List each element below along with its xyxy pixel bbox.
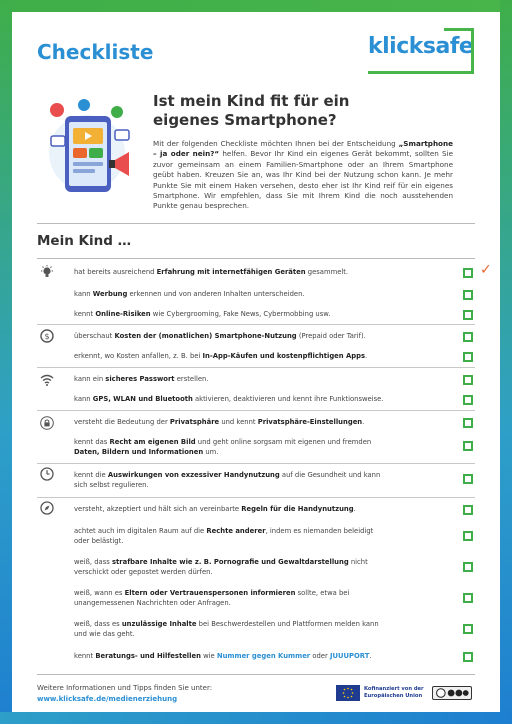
divider: [37, 223, 475, 224]
checklist-item: achtet auch im digitalen Raum auf die Rechte anderer, indem es niemanden beleidigt oder belästigt.: [74, 527, 374, 545]
checklist-item: kann Werbung erkennen und von anderen Inhalten unterscheiden.: [74, 290, 305, 298]
wifi-icon: [40, 373, 54, 387]
checklist-item: überschaut Kosten der (monatlichen) Smartphone-Nutzung (Prepaid oder Tarif).: [74, 332, 366, 340]
intro-bold: „Smartphone – ja oder nein?“: [153, 139, 453, 159]
smartphone-illustration: [37, 98, 137, 198]
checkbox[interactable]: [463, 593, 473, 603]
checklist-item: kennt Online-Risiken wie Cybergrooming, Fake News, Cybermobbing usw.: [74, 310, 331, 318]
checklist-item: erkennt, wo Kosten anfallen, z. B. bei In-App-Käufen und kostenpflichtigen Apps.: [74, 352, 368, 360]
klicksafe-logo[interactable]: [368, 30, 474, 74]
left-border: [0, 0, 12, 724]
checklist-item: kennt das Recht am eigenen Bild und geht online sorgsam mit eigenen und fremden Daten, Bildern und Informationen um.: [74, 438, 372, 456]
checklist-item: weiß, wann es Eltern oder Vertrauenspersonen informieren sollte, etwa bei unangemessenen Nachrichten oder Anfragen.: [74, 589, 350, 607]
checklist-item: weiß, dass es unzulässige Inhalte bei Beschwerdestellen und Plattformen melden kann und wie das geht.: [74, 620, 379, 638]
group-separator: [37, 367, 475, 368]
checklist-item: weiß, dass strafbare Inhalte wie z. B. Pornografie und Gewaltdarstellung nicht verschickt oder gepostet werden dürfen.: [74, 558, 368, 576]
divider: [37, 674, 475, 675]
compass-icon: [40, 501, 54, 515]
creative-commons-icon: [432, 686, 472, 700]
checklist-item: versteht, akzeptiert und hält sich an vereinbarte Regeln für die Handynutzung.: [74, 505, 356, 513]
checkbox[interactable]: [463, 332, 473, 342]
juuuport-link[interactable]: JUUUPORT: [329, 652, 370, 660]
top-border: [0, 0, 512, 12]
checkbox[interactable]: [463, 375, 473, 385]
footer-info: Weitere Informationen und Tipps finden Sie unter:: [37, 684, 213, 692]
group-separator: [37, 410, 475, 411]
svg-text:$: $: [44, 332, 50, 341]
checklist-item: versteht die Bedeutung der Privatsphäre und kennt Privatsphäre-Einstellungen.: [74, 418, 365, 426]
group-separator: [37, 497, 475, 498]
logo-underline: [368, 71, 474, 74]
headline-line-1: Ist mein Kind fit für ein: [153, 92, 350, 110]
checklist-item: kann GPS, WLAN und Bluetooth aktivieren, deaktivieren und kennt ihre Funktionsweise.: [74, 395, 384, 403]
checkbox[interactable]: [463, 268, 473, 278]
checkbox[interactable]: [463, 395, 473, 405]
checkbox[interactable]: [463, 505, 473, 515]
section-title: Mein Kind …: [37, 233, 132, 249]
checklist-item: hat bereits ausreichend Erfahrung mit internetfähigen Geräten gesammelt.: [74, 268, 349, 276]
headline-line-2: eigenes Smartphone?: [153, 111, 337, 129]
group-separator: [37, 463, 475, 464]
intro-text-2: helfen. Bevor Ihr Kind ein eigenes Gerät bekommt, sollten Sie zuvor gemeinsam an einem Familien-Smartphone oder an Ihrem Smartphone geübt haben. Kreuzen Sie an, was Ihr Kind bei der Nutzung schon kann. Je mehr Punkte Sie mit einem Haken versehen, desto eher ist Ihr Kind reif für ein eigenes Smartphone. Wir empfehlen, dass Sie mit Ihrem Kind die noch ausstehenden Punkte genau besprechen.: [153, 149, 453, 211]
checkbox[interactable]: [463, 352, 473, 362]
eu-flag-icon: [336, 685, 360, 701]
checkbox[interactable]: [463, 474, 473, 484]
checkbox[interactable]: [463, 418, 473, 428]
checkbox[interactable]: [463, 531, 473, 541]
checkbox[interactable]: [463, 624, 473, 634]
nummer-gegen-kummer-link[interactable]: Nummer gegen Kummer: [216, 652, 311, 660]
logo-bracket: [444, 28, 474, 72]
checkbox[interactable]: [463, 310, 473, 320]
clock-icon: [40, 467, 54, 481]
divider: [37, 258, 475, 259]
bottom-border: [0, 712, 512, 724]
lightbulb-icon: [40, 265, 54, 279]
checkmark-icon: ✓: [480, 262, 492, 278]
eu-cofunding-text: Kofinanziert von der Europäischen Union: [364, 686, 424, 699]
checkbox[interactable]: [463, 562, 473, 572]
checklist-item: kann ein sicheres Passwort erstellen.: [74, 375, 209, 383]
checkbox[interactable]: [463, 652, 473, 662]
checklist-item: kennt die Auswirkungen von exzessiver Handynutzung auf die Gesundheit und kann sich selbst regulieren.: [74, 471, 381, 489]
lock-icon: [40, 416, 54, 430]
checklist-item: kennt Beratungs- und Hilfestellen wie Nummer gegen Kummer oder JUUUPORT.: [74, 652, 372, 660]
group-separator: [37, 324, 475, 325]
checkbox[interactable]: [463, 441, 473, 451]
headline: [153, 92, 453, 130]
footer-link[interactable]: www.klicksafe.de/medienerziehung: [37, 695, 178, 703]
intro-paragraph: [153, 139, 453, 212]
footer: [37, 683, 212, 705]
logo-text: klicksafe: [368, 34, 474, 59]
checkbox[interactable]: [463, 290, 473, 300]
right-border: [500, 0, 512, 724]
intro-text-1: Mit der folgenden Checkliste möchten Ihnen bei der Entscheidung: [153, 139, 399, 148]
euro-coin-icon: [40, 329, 54, 343]
page-title: Checkliste: [37, 40, 154, 64]
